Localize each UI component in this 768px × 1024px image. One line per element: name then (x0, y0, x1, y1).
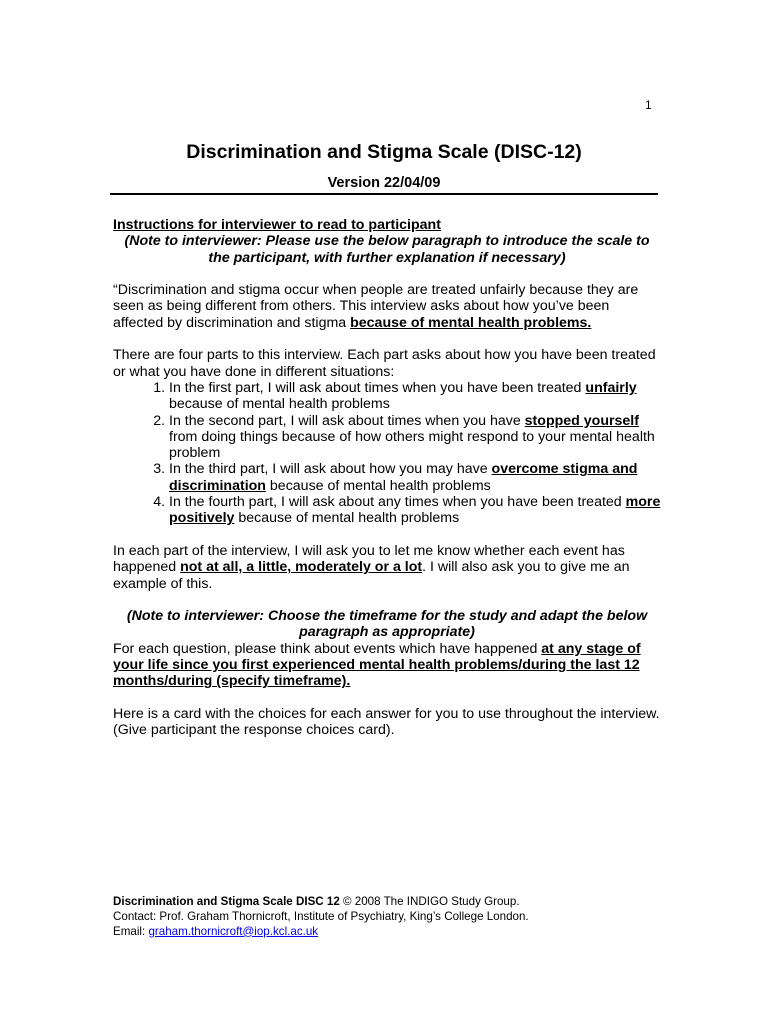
intro-paragraph (113, 282, 661, 331)
footer-email: Email: graham.thornicroft@iop.kcl.ac.uk (113, 924, 319, 938)
list-item: 1. In the first part, I will ask about times when you have been treated unfairly because of mental health problems (169, 380, 661, 413)
footer-copyright: Discrimination and Stigma Scale DISC 12 © 2008 The INDIGO Study Group. (113, 895, 520, 908)
version-label: Version 22/04/09 (327, 175, 441, 191)
instructions-heading: Instructions for interviewer to read to participant (113, 217, 441, 233)
intro-text: “Discrimination and stigma occur when people are treated unfairly because they are seen as being different from others. This interview asks about how you’ve been affected by discrimination and stigma (113, 282, 639, 331)
document-body (113, 217, 661, 739)
page-number: 1 (645, 98, 652, 112)
list-item: 4. In the fourth part, I will ask about any times when you have been treated more positively because of mental health problems (169, 494, 661, 527)
parts-list (113, 380, 661, 527)
email-link[interactable]: graham.thornicroft@iop.kcl.ac.uk (148, 924, 319, 938)
card-paragraph: Here is a card with the choices for each answer for you to use throughout the interview. (Give participant the response choices card). (113, 705, 660, 739)
each-part-paragraph: In each part of the interview, I will ask you to let me know whether each event has happened not at all, a little, moderately or a lot. I will also ask you to give me an example of this. (113, 542, 630, 592)
timeframe-paragraph: For each question, please think about events which have happened at any stage of your life since you first experienced mental health problems/during the last 12 months/during (specify timeframe). (113, 640, 641, 690)
list-item: 3. In the third part, I will ask about how you may have overcome stigma and discrimination because of mental health problems (169, 461, 661, 494)
list-item: 2. In the second part, I will ask about times when you have stopped yourself from doing things because of how others might respond to your mental health problem (169, 413, 661, 462)
interviewer-note-intro: (Note to interviewer: Please use the below paragraph to introduce the scale to the participant, with further explanation if necessary) (124, 233, 650, 266)
parts-intro: There are four parts to this interview. Each part asks about how you have been treated or what you have done in different situations: (113, 347, 656, 380)
title-rule (110, 193, 658, 195)
interviewer-note-timeframe: (Note to interviewer: Choose the timeframe for the study and adapt the below paragraph as appropriate) (126, 608, 648, 641)
intro-emphasis: because of mental health problems. (350, 314, 592, 331)
page-title: Discrimination and Stigma Scale (DISC-12) (186, 141, 582, 163)
footer (113, 895, 673, 939)
footer-contact: Contact: Prof. Graham Thornicroft, Institute of Psychiatry, King’s College London. (113, 909, 529, 923)
